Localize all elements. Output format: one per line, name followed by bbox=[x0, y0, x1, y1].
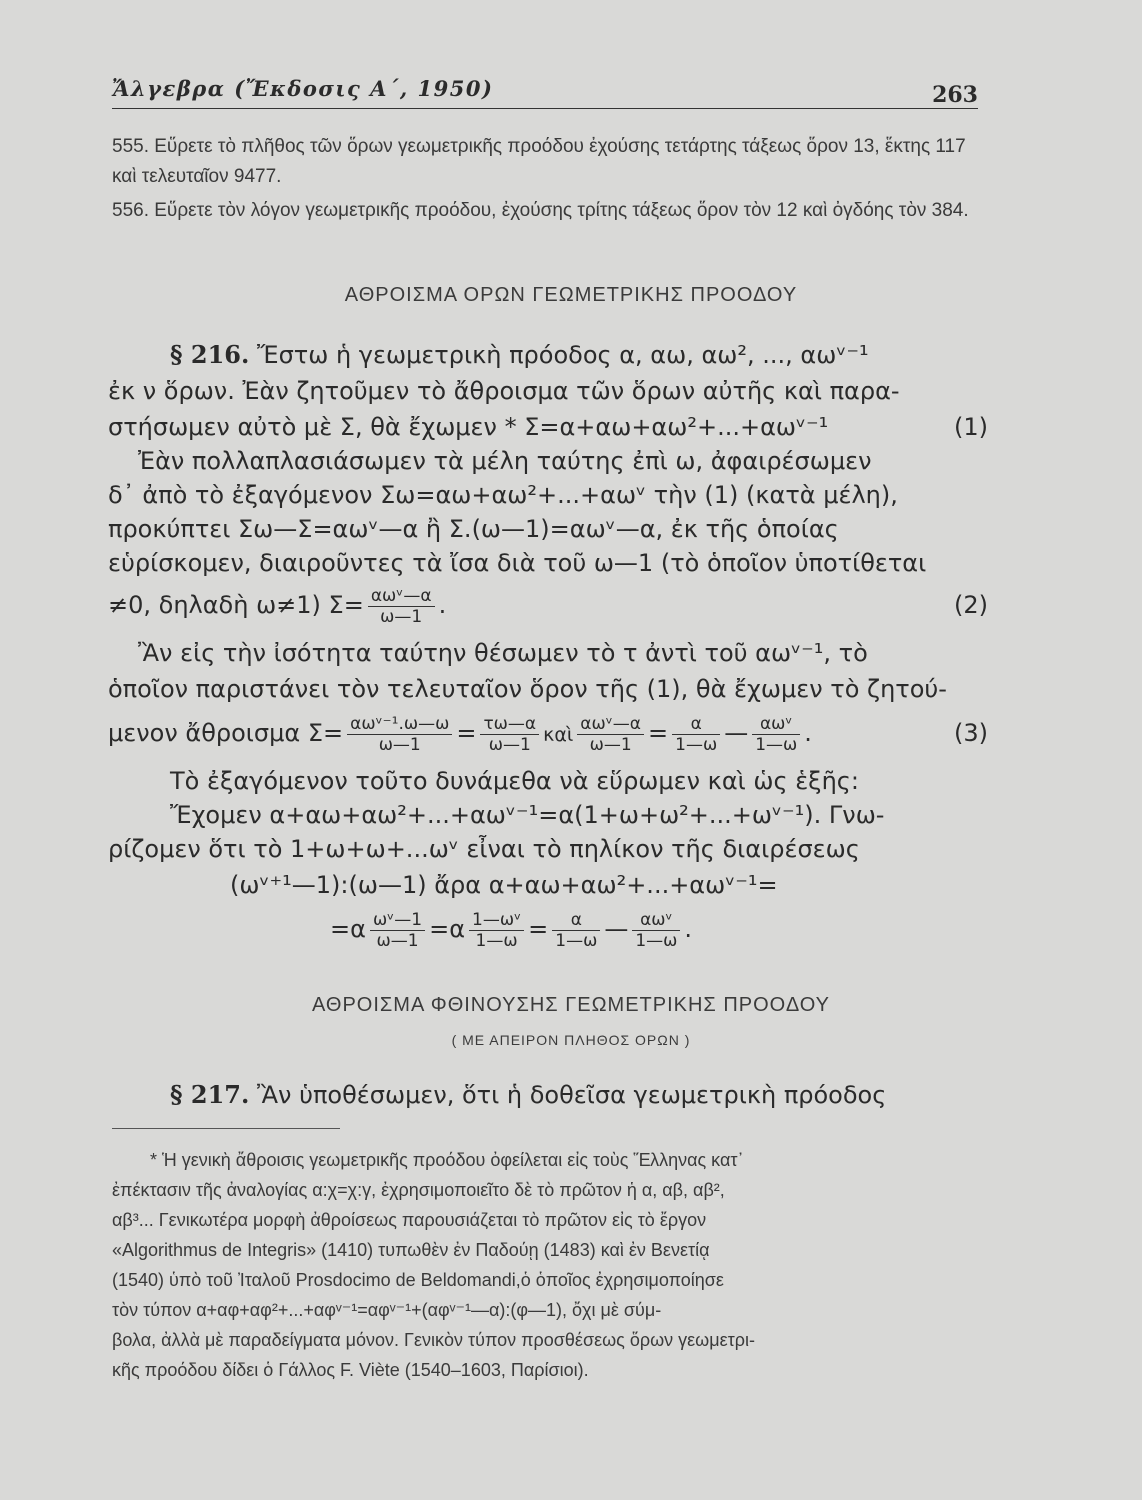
problem-556: 556. Εὕρετε τὸν λόγον γεωμετρικῆς προόδου, ἐχούσης τρίτης τάξεως ὅρον τὸν 12 καὶ ὀγδόης τὸν 384. bbox=[112, 200, 969, 221]
s216-line-11: μενον ἄθροισμα Σ= $\frac{\text{αωᵛ⁻¹.ω—ω}}{\omega—1}$ = $\frac{\tau\omega—\alpha}{\omega—1}$ καὶ $\frac{\text{αωᵛ—α}}{\omega—1}$ = $\frac{\alpha}{1—\omega}$ — $\frac{\text{αωᵛ}}{1—\omega}$ . (3) bbox=[108, 708, 988, 758]
section-heading-infinite: ΑΘΡΟΙΣΜΑ ΦΘΙΝΟΥΣΗΣ ΓΕΩΜΕΤΡΙΚΗΣ ΠΡΟΟΔΟΥ bbox=[311, 994, 831, 1016]
s216-line-5: δ᾿ ἀπὸ τὸ ἐξαγόμενον Σω=αω+αω²+...+αωᵛ τὴν (1) (κατὰ μέλη), bbox=[108, 481, 898, 509]
footnote-line-7: βολα, ἀλλὰ μὲ παραδείγματα μόνον. Γενικὸν τύπον προσθέσεως ὅρων γεωμετρι- bbox=[112, 1330, 755, 1350]
equation-tag-1: (1) bbox=[954, 413, 988, 441]
footnote-line-6: τὸν τύπον α+αφ+αφ²+...+αφᵛ⁻¹=αφᵛ⁻¹+(αφᵛ⁻¹—α):(φ—1), ὄχι μὲ σύμ- bbox=[112, 1300, 662, 1320]
section-subheading: ( ΜΕ ΑΠΕΙΡΟΝ ΠΛΗΘΟΣ ΟΡΩΝ ) bbox=[451, 1032, 691, 1048]
footnote-line-8: κῆς προόδου δίδει ὁ Γάλλος F. Viète (1540–1603, Παρίσιοι). bbox=[112, 1360, 589, 1380]
fraction-g4: $\frac{\text{αωᵛ}}{1—\omega}$ bbox=[632, 910, 680, 951]
s216-line-7: εὑρίσκομεν, διαιροῦντες τὰ ἴσα διὰ τοῦ ω—1 (τὸ ὁποῖον ὑποτίθεται bbox=[108, 549, 927, 577]
s216-line-9: Ἂν εἰς τὴν ἰσότητα ταύτην θέσωμεν τὸ τ ἀντὶ τοῦ αωᵛ⁻¹, τὸ bbox=[138, 639, 868, 667]
fraction-3b: $\frac{\tau\omega—\alpha}{\omega—1}$ bbox=[480, 714, 539, 755]
fraction-g2: $\frac{\text{1—ωᵛ}}{1—\omega}$ bbox=[469, 910, 524, 951]
s216-line-4: Ἐὰν πολλαπλασιάσωμεν τὰ μέλη ταύτης ἐπὶ ω, ἀφαιρέσωμεν bbox=[138, 447, 872, 475]
s216-line-3: στήσωμεν αὐτὸ μὲ Σ, θὰ ἔχωμεν * Σ=α+αω+αω²+...+αωᵛ⁻¹ (1) bbox=[108, 413, 988, 441]
fraction-g3: $\frac{\alpha}{1—\omega}$ bbox=[552, 910, 600, 951]
footnote-line-3: αβ³... Γενικωτέρα μορφὴ ἀθροίσεως παρουσιάζεται τὸ πρῶτον εἰς τὸ ἔργον bbox=[112, 1210, 707, 1230]
fraction-3c: $\frac{\text{αωᵛ—α}}{\omega—1}$ bbox=[577, 714, 644, 755]
s216-line-13: Ἔχομεν α+αω+αω²+...+αωᵛ⁻¹=α(1+ω+ω²+...+ωᵛ⁻¹). Γνω- bbox=[170, 801, 885, 829]
s216-line-1: § 216. Ἔστω ἡ γεωμετρικὴ πρόοδος α, αω, αω², ..., αωᵛ⁻¹ bbox=[170, 340, 869, 369]
section-number-216: § 216. bbox=[170, 340, 250, 369]
running-title: Ἄλγεβρα (Ἔκδοσις Α΄, 1950) bbox=[112, 76, 494, 101]
s216-line-10: ὁποῖον παριστάνει τὸν τελευταῖον ὅρον τῆς (1), θὰ ἔχωμεν τὸ ζητού- bbox=[108, 675, 947, 703]
s216-line-16: =α $\frac{\text{ωᵛ—1}}{\omega—1}$ =α $\frac{\text{1—ωᵛ}}{1—\omega}$ = $\frac{\alpha}{1—\omega}$ — $\frac{\text{αωᵛ}}{1—\omega}$ . bbox=[330, 909, 693, 951]
footnote-line-1: * Ἡ γενικὴ ἄθροισις γεωμετρικῆς προόδου ὀφείλεται εἰς τοὺς Ἕλληνας κατ᾿ bbox=[150, 1150, 744, 1170]
section-number-217: § 217. bbox=[170, 1080, 250, 1109]
s216-line-2: ἐκ ν ὅρων. Ἐὰν ζητοῦμεν τὸ ἄθροισμα τῶν ὅρων αὐτῆς καὶ παρα- bbox=[108, 377, 900, 405]
section-heading-sum: ΑΘΡΟΙΣΜΑ ΟΡΩΝ ΓΕΩΜΕΤΡΙΚΗΣ ΠΡΟΟΔΟΥ bbox=[344, 284, 798, 306]
equation-tag-3: (3) bbox=[954, 719, 988, 747]
s216-line-8: ≠0, δηλαδὴ ω≠1) Σ= $\frac{\text{αωᵛ—α}}{\omega—1}$ . (2) bbox=[108, 580, 988, 630]
footnote-line-5: (1540) ὑπὸ τοῦ Ἰταλοῦ Prosdocimo de Beldomandi,ὁ ὁποῖος ἐχρησιμοποίησε bbox=[112, 1270, 724, 1290]
fraction-3d: $\frac{\alpha}{1—\omega}$ bbox=[672, 714, 720, 755]
page-number: 263 bbox=[932, 82, 978, 108]
s216-line-6: προκύπτει Σω—Σ=αωᵛ—α ἢ Σ.(ω—1)=αωᵛ—α, ἐκ τῆς ὁποίας bbox=[108, 515, 839, 543]
footnote-rule bbox=[112, 1128, 340, 1129]
s217-line-1: § 217. Ἂν ὑποθέσωμεν, ὅτι ἡ δοθεῖσα γεωμετρικὴ πρόοδος bbox=[170, 1080, 887, 1109]
s216-line-12: Τὸ ἐξαγόμενον τοῦτο δυνάμεθα νὰ εὕρωμεν καὶ ὡς ἑξῆς: bbox=[170, 767, 859, 795]
equation-tag-2: (2) bbox=[954, 591, 988, 619]
fraction-3e: $\frac{\text{αωᵛ}}{1—\omega}$ bbox=[752, 714, 800, 755]
fraction-g1: $\frac{\text{ωᵛ—1}}{\omega—1}$ bbox=[370, 910, 425, 951]
footnote-line-4: «Algorithmus de Integris» (1410) τυπωθὲν ἐν Παδούῃ (1483) καὶ ἐν Βενετίᾳ bbox=[112, 1240, 710, 1260]
s216-line-14: ρίζομεν ὅτι τὸ 1+ω+ω+...ωᵛ εἶναι τὸ πηλίκον τῆς διαιρέσεως bbox=[108, 835, 860, 863]
fraction-eq-2: $\frac{\text{αωᵛ—α}}{\omega—1}$ bbox=[368, 586, 435, 627]
problem-555: 555. Εὕρετε τὸ πλῆθος τῶν ὅρων γεωμετρικῆς προόδου ἐχούσης τετάρτης τάξεως ὅρον 13, ἕκτης 117 καὶ τελευταῖον 9477. bbox=[112, 136, 966, 187]
running-header bbox=[112, 74, 978, 109]
footnote-line-2: ἐπέκτασιν τῆς ἀναλογίας α:χ=χ:γ, ἐχρησιμοποιεῖτο δὲ τὸ πρῶτον ἡ α, αβ, αβ², bbox=[112, 1180, 725, 1200]
fraction-3a: $\frac{\text{αωᵛ⁻¹.ω—ω}}{\omega—1}$ bbox=[347, 714, 452, 755]
s216-line-15: (ωᵛ⁺¹—1):(ω—1) ἄρα α+αω+αω²+...+αωᵛ⁻¹= bbox=[230, 871, 778, 899]
